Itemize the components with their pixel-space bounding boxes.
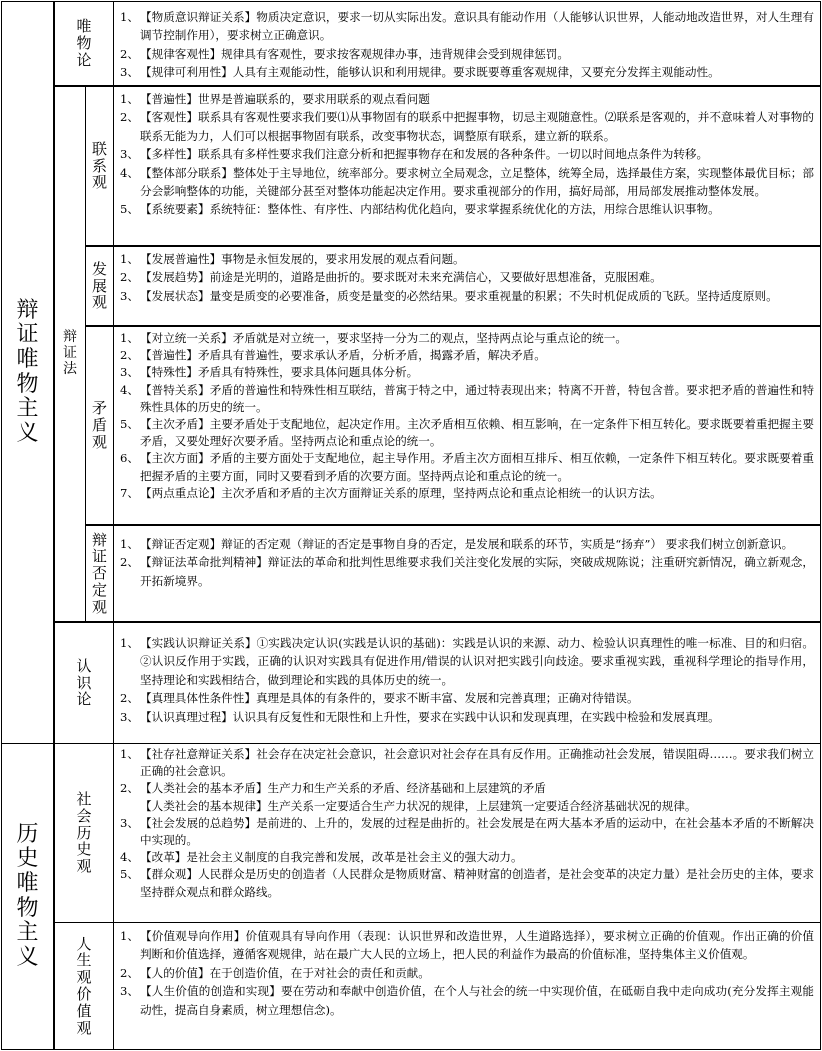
label-char: 生	[76, 951, 92, 970]
title-chars	[16, 299, 38, 447]
label-chars	[76, 936, 91, 1037]
list-item	[120, 780, 814, 797]
label-char: 物	[16, 895, 39, 921]
label-chars	[63, 330, 77, 377]
item-text: 【实践认识辩证关系】①实践决定认识(实践是认识的基础)：实践是认识的来源、动力、检验认识真理性的唯一标准、目的和归宿。②认识反作用于实践，正确的认识对实践具有促进作用/错误的认识对把实践引向歧途。要求重视实践，重视科学理论的指导作用，坚持理论和实践相结合，做到理论和实践的具体历史的统一。	[140, 636, 814, 687]
list-item	[120, 485, 814, 502]
label-chars	[92, 261, 107, 311]
label-char: 主	[16, 920, 39, 946]
item-text: 【客观性】联系具有客观性要求我们要⑴从事物固有的联系中把握事物，切忌主观随意性。⑵联系是客观的，并不意味着人对事物的联系无能为力，人们可以根据事物固有联系，改变事物状态，调整原有联系，建立新的联系。	[140, 110, 814, 143]
label-chars	[92, 532, 107, 616]
label-char: 识	[76, 673, 92, 692]
negation-items	[114, 533, 820, 621]
item-number: 3、	[120, 984, 139, 999]
label-chars	[92, 141, 107, 191]
item-text: 【对立统一关系】矛盾就是对立统一，要求坚持一分为二的观点，坚持两点论与重点论的统一。	[140, 331, 627, 345]
label-connection	[85, 86, 114, 246]
item-number: 2、	[120, 348, 139, 363]
list-item	[120, 63, 814, 81]
label-char: 论	[76, 690, 92, 709]
item-number: 7、	[120, 485, 139, 500]
list-item	[120, 250, 814, 268]
item-number: 2、	[120, 270, 139, 285]
item-number: 4、	[120, 850, 139, 865]
label-char: 观	[91, 597, 107, 616]
values-items	[114, 925, 820, 1050]
list-item	[120, 849, 814, 866]
label-chars	[92, 400, 107, 450]
list-item	[120, 330, 814, 347]
label-char: 观	[91, 173, 107, 192]
item-number: 5、	[120, 867, 139, 882]
item-text: 【认识真理过程】认识具有反复性和无限性和上升性，要求在实践中认识和发现真理，在实践中检验和发展真理。	[140, 709, 720, 724]
item-number: 4、	[120, 382, 139, 397]
label-chars	[76, 658, 91, 708]
item-number: 5、	[120, 202, 139, 217]
item-number: 1、	[120, 252, 139, 266]
list-item	[120, 382, 814, 416]
item-text: 【物质意识辩证关系】物质决定意识，要求一切从实际出发。意识具有能动作用（人能够认识世界，人能动地改造世界，对人生理有调节控制作用），要求树立正确意识。	[140, 10, 814, 43]
list-item	[120, 164, 814, 201]
list-item	[120, 287, 814, 305]
list-item	[120, 145, 814, 163]
item-text: 【规律可利用性】人具有主观能动性，能够认识和利用规律。要求既要尊重客观规律，又要充分发挥主观能动性。	[140, 65, 720, 80]
item-text: 【普特关系】矛盾的普遍性和特殊性相互联结，普寓于特之中，通过特表现出来；特离不开普，特包含普。要求把矛盾的普遍性和特殊性具体的历史的统一。	[140, 382, 814, 414]
list-item	[120, 553, 814, 590]
label-char: 唯	[76, 17, 92, 36]
item-number: 1、	[120, 537, 139, 551]
label-char: 论	[76, 50, 92, 69]
label-materialism	[54, 1, 114, 86]
list-item	[120, 746, 814, 780]
list-item	[120, 982, 814, 1019]
item-text: 【主次方面】矛盾的主要方面处于支配地位，起主导作用。矛盾主次方面相互排斥、相互依赖，一定条件下相互转化。要求既要着重把握矛盾的主要方面，同时又要看到矛盾的次要方面。坚持两点论和重点论的统一。	[140, 451, 814, 483]
label-char: 盾	[91, 416, 107, 435]
item-number: 3、	[120, 288, 139, 303]
title-dialectical-materialism	[1, 1, 54, 744]
list-item	[120, 708, 814, 726]
item-text: 【人类社会的基本规律】生产关系一定要适合生产力状况的规律，上层建筑一定要适合经济基础状况的规律。	[140, 798, 697, 813]
item-text: 【价值观导向作用】价值观具有导向作用（表现：认识世界和改造世界，人生道路选择），要求树立正确的价值观。作出正确的价值判断和价值选择，遵循客观规律，站在最广大人民的立场上，把人民的利益作为最高的价值标准，坚持集体主义价值观。	[140, 929, 814, 962]
list-item	[120, 416, 814, 450]
item-text: 【发展普遍性】事物是永恒发展的，要求用发展的观点看问题。	[140, 252, 465, 266]
label-dialectics	[54, 86, 86, 622]
label-char: 物	[16, 371, 39, 397]
list-item	[120, 200, 814, 218]
label-char: 观	[76, 968, 92, 987]
list-item	[120, 347, 814, 364]
item-number: 3、	[120, 709, 139, 724]
item-text: 【普遍性】矛盾具有普遍性，要求承认矛盾，分析矛盾，揭露矛盾，解决矛盾。	[140, 348, 546, 363]
label-char: 辩	[63, 329, 77, 346]
item-text: 【规律客观性】规律具有客观性，要求按客观规律办事，违背规律会受到规律惩罚。	[140, 46, 569, 61]
list-item	[120, 866, 814, 900]
title-historical-materialism	[1, 743, 54, 1050]
item-number: 1、	[120, 92, 139, 106]
list-item	[120, 927, 814, 964]
item-text: 【人类社会的基本矛盾】生产力和生产关系的矛盾、经济基础和上层建筑的矛盾	[140, 781, 546, 796]
item-number: 2、	[120, 110, 139, 125]
item-number: 2、	[120, 555, 139, 570]
list-item	[120, 268, 814, 286]
materialism-items	[114, 6, 820, 86]
title-chars	[16, 823, 38, 971]
item-number: 1、	[120, 636, 139, 650]
label-char: 值	[76, 1001, 92, 1020]
label-char: 法	[63, 360, 77, 377]
label-char: 会	[76, 806, 92, 825]
item-number: 6、	[120, 451, 139, 466]
development-items	[114, 248, 820, 326]
label-chars	[76, 18, 91, 68]
item-number: 3、	[120, 365, 139, 380]
item-text: 【多样性】联系具有多样性要求我们注意分析和把握事物存在和发展的各种条件。一切以时间地点条件为转移。	[140, 147, 709, 162]
item-number: 3、	[120, 65, 139, 80]
label-social-history	[54, 743, 114, 923]
label-char: 观	[91, 293, 107, 312]
item-number: 3、	[120, 147, 139, 162]
item-text: 【人生价值的创造和实现】要在劳动和奉献中创造价值，在个人与社会的统一中实现价值，在砥砺自我中走向成功(充分发挥主观能动性，提高自身素质，树立理想信念)。	[140, 984, 814, 1017]
label-char: 唯	[16, 870, 39, 896]
item-text: 【特殊性】矛盾具有特殊性，要求具体问题具体分析。	[140, 365, 419, 380]
label-char: 历	[76, 823, 92, 842]
label-char: 辩	[91, 530, 107, 549]
list-item	[120, 798, 814, 815]
item-text: 【真理具体性条件性】真理是具体的有条件的，要求不断丰富、发展和完善真理；正确对待错误。	[140, 691, 639, 706]
list-item	[120, 108, 814, 145]
item-text: 【发展状态】量变是质变的必要准备，质变是量变的必然结果。要求重视量的积累；不失时机促成质的飞跃。坚持适度原则。	[140, 288, 778, 303]
label-char: 唯	[16, 346, 39, 372]
item-text: 【社存社意辩证关系】社会存在决定社会意识，社会意识对社会存在具有反作用。正确推动社会发展，错误阻碍……。要求我们树立正确的社会意识。	[140, 747, 814, 779]
item-text: 【普遍性】世界是普遍联系的，要求用联系的观点看问题	[140, 92, 430, 106]
list-item	[120, 90, 814, 108]
label-char: 义	[16, 420, 39, 446]
label-char: 历	[16, 821, 39, 847]
label-char: 定	[91, 580, 107, 599]
label-epistemology	[54, 622, 114, 744]
label-char: 展	[91, 276, 107, 295]
label-char: 系	[91, 156, 107, 175]
item-number: 1、	[120, 747, 139, 761]
item-text: 【群众观】人民群众是历史的创造者（人民群众是物质财富、精神财富的创造者，是社会变革的决定力量）是社会历史的主体，要求坚持群众观点和群众路线。	[140, 867, 814, 899]
label-char: 矛	[91, 399, 107, 418]
label-char: 物	[76, 34, 92, 53]
item-text: 【两点重点论】主次矛盾和矛盾的主次方面辩证关系的原理，坚持两点论和重点论相统一的认识方法。	[140, 485, 662, 500]
label-char: 观	[91, 432, 107, 451]
label-char: 观	[76, 1018, 92, 1037]
label-char: 主	[16, 396, 39, 422]
connection-items	[114, 88, 820, 246]
list-item	[120, 450, 814, 484]
item-number: 2、	[120, 691, 139, 706]
item-number: 3、	[120, 815, 139, 830]
label-char: 发	[91, 259, 107, 278]
list-item	[120, 964, 814, 982]
item-number: 2、	[120, 46, 139, 61]
list-item	[120, 815, 814, 849]
label-contradiction	[85, 326, 114, 525]
label-char: 价	[76, 985, 92, 1003]
label-chars	[76, 791, 91, 875]
label-char: 否	[91, 564, 107, 583]
item-text: 【辩证法革命批判精神】辩证法的革命和批判性思维要求我们关注变化发展的实际，突破成规陈说；注重研究新情况，确立新观念，开拓新境界。	[140, 555, 814, 588]
label-char: 观	[76, 857, 92, 876]
item-text: 【系统要素】系统特征：整体性、有序性、内部结构优化趋向，要求掌握系统优化的方法，用综合思维认识事物。	[140, 202, 720, 217]
label-char: 联	[91, 139, 107, 158]
list-item	[120, 689, 814, 707]
label-development	[85, 246, 114, 326]
list-item	[120, 8, 814, 45]
item-number: 2、	[120, 965, 139, 980]
label-char: 史	[76, 840, 92, 859]
list-item	[120, 634, 814, 689]
label-char: 人	[76, 934, 92, 953]
list-item	[120, 364, 814, 381]
item-text: 【改革】是社会主义制度的自我完善和发展，改革是社会主义的强大动力。	[140, 850, 523, 865]
list-item	[120, 535, 814, 553]
epistemology-items	[114, 632, 820, 744]
item-text: 【辩证否定观】辩证的否定观（辩证的否定是事物自身的否定，是发展和联系的环节，实质是“扬弃”） 要求我们树立创新意识。	[140, 537, 794, 551]
item-text: 【社会发展的总趋势】是前进的、上升的，发展的过程是曲折的。社会发展是在两大基本矛盾的运动中，在社会基本矛盾的不断解决中实现的。	[140, 815, 814, 848]
item-text: 【发展趋势】前途是光明的，道路是曲折的。要求既对未来充满信心，又要做好思想准备，克服困难。	[140, 270, 662, 285]
item-text: 【整体部分联系】整体处于主导地位，统率部分。要求树立全局观念，立足整体，统筹全局，选择最佳方案，实现整体最优目标；部分会影响整体的功能，关键部分甚至对整体功能起决定作用。要求重视部分的作用，搞好局部，用局部发展推动整体发展。	[140, 165, 814, 199]
item-number: 1、	[120, 929, 139, 943]
contradiction-items	[114, 328, 820, 525]
label-char: 证	[91, 547, 107, 566]
item-text: 【主次矛盾】主要矛盾处于支配地位，起决定作用。主次矛盾相互依赖、相互影响，在一定条件下相互转化。要求既要着重把握主要矛盾，又要处理好次要矛盾。坚持两点论和重点论的统一。	[140, 417, 814, 449]
label-char: 证	[63, 345, 77, 362]
label-char: 证	[16, 322, 39, 348]
item-number: 4、	[120, 165, 139, 180]
label-values	[54, 922, 114, 1050]
label-negation	[85, 525, 114, 622]
social-history-items	[114, 744, 820, 922]
label-char: 史	[16, 846, 39, 872]
label-char: 社	[76, 790, 92, 808]
item-number: 1、	[120, 10, 139, 24]
item-text: 【人的价值】在于创造价值，在于对社会的责任和贡献。	[140, 965, 430, 980]
list-item	[120, 45, 814, 63]
label-char: 认	[76, 656, 92, 675]
item-number: 2、	[120, 781, 139, 796]
item-number: 5、	[120, 417, 139, 432]
label-char: 辩	[16, 297, 39, 323]
item-number: 1、	[120, 331, 139, 345]
label-char: 义	[16, 944, 39, 970]
